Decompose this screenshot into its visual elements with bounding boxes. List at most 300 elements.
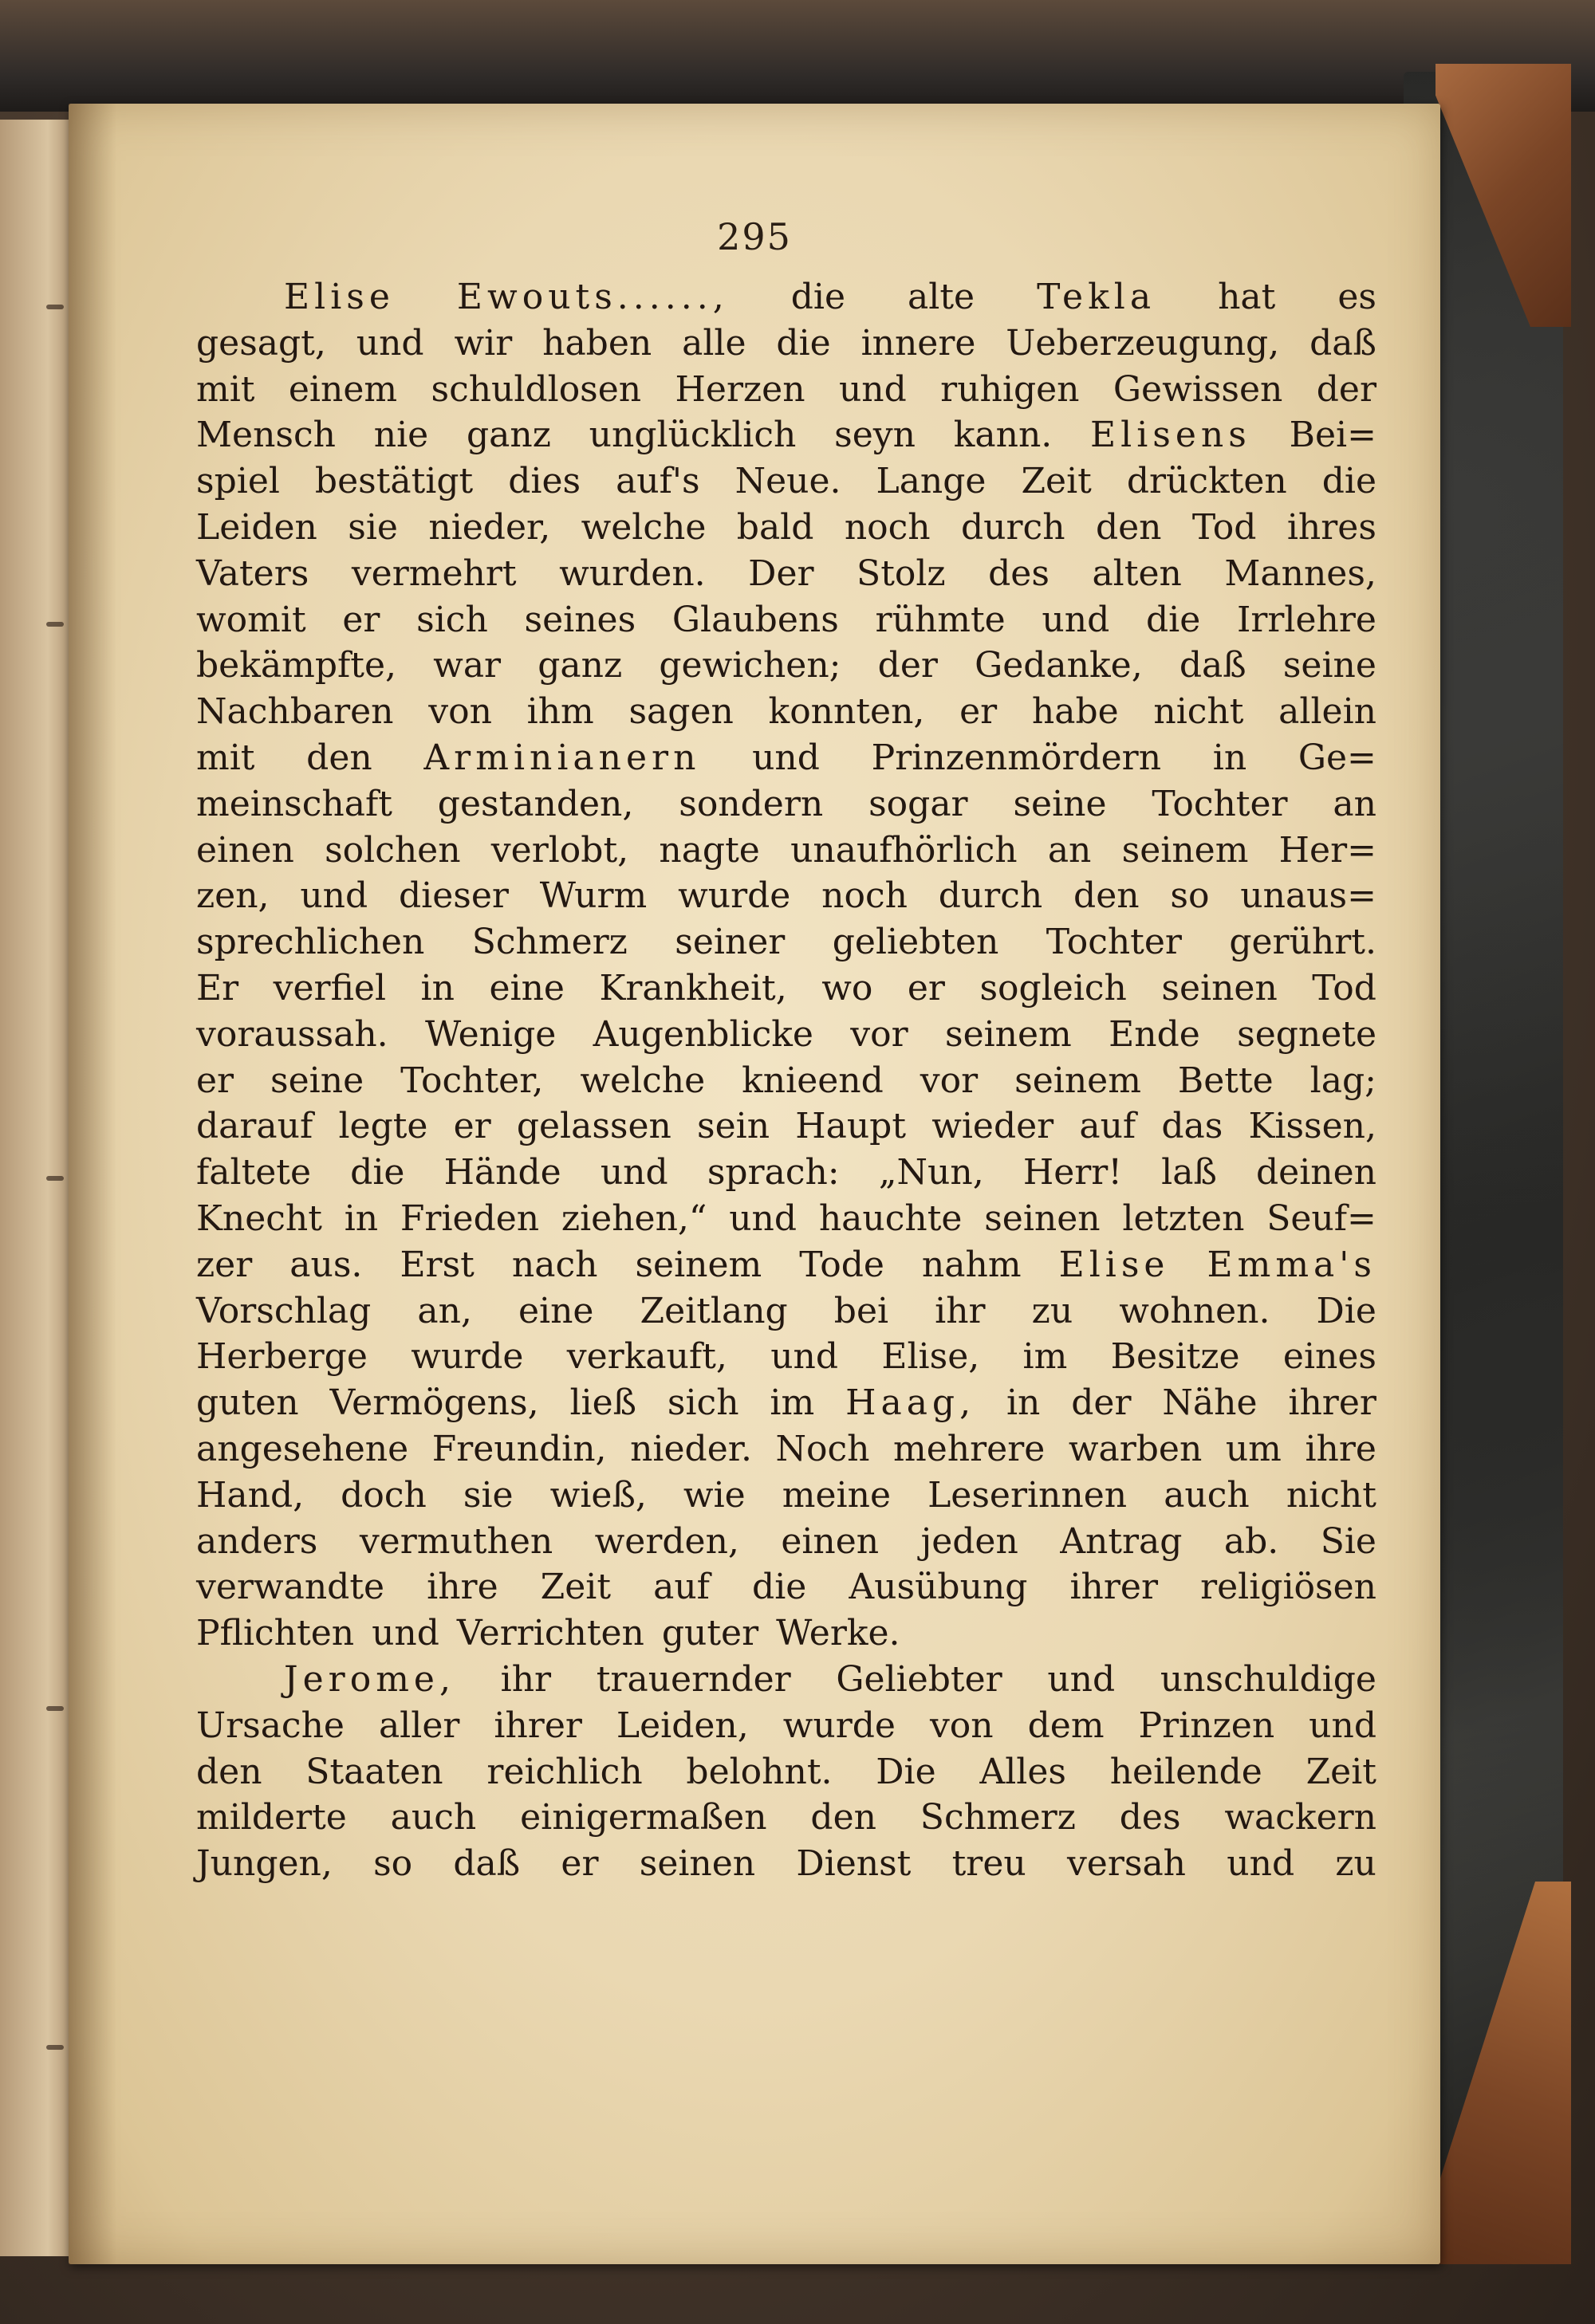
text-line bbox=[196, 1242, 1376, 1288]
word: doch bbox=[341, 1474, 427, 1516]
text-line bbox=[196, 505, 1376, 551]
word: ganz bbox=[538, 645, 623, 686]
word: zu bbox=[1335, 1843, 1376, 1885]
word: Die bbox=[876, 1751, 936, 1792]
word: Elise, bbox=[881, 1336, 980, 1378]
word: von bbox=[428, 691, 492, 733]
word: allein bbox=[1278, 691, 1376, 733]
word: alle bbox=[682, 322, 746, 364]
word: mit bbox=[196, 737, 255, 778]
word: bekämpfte, bbox=[196, 645, 396, 686]
word: auf bbox=[653, 1567, 710, 1608]
word: vor bbox=[850, 1013, 908, 1055]
word: Zeitlang bbox=[640, 1290, 788, 1331]
word: Verrichten bbox=[456, 1613, 644, 1654]
word: warben bbox=[1068, 1428, 1203, 1469]
word: an bbox=[1333, 783, 1376, 824]
word: seinem bbox=[944, 1013, 1072, 1055]
word: einen bbox=[196, 829, 294, 871]
word: Krankheit, bbox=[599, 967, 787, 1009]
word: seine bbox=[270, 1060, 364, 1101]
word: dies bbox=[508, 461, 581, 502]
word: er bbox=[453, 1106, 491, 1147]
word: wo bbox=[821, 967, 873, 1009]
margin-mark bbox=[46, 305, 64, 309]
word: Ewouts......, bbox=[456, 277, 729, 317]
word: und bbox=[838, 368, 907, 410]
word: Schmerz bbox=[471, 922, 628, 963]
word: Frieden bbox=[400, 1197, 540, 1239]
word: ihrer bbox=[1069, 1567, 1158, 1608]
word: und bbox=[600, 1152, 668, 1193]
word: ließ bbox=[569, 1382, 637, 1424]
word: Prinzenmördern bbox=[871, 737, 1162, 778]
word: Freundin, bbox=[431, 1428, 607, 1469]
word: nicht bbox=[1286, 1474, 1376, 1516]
word: durch bbox=[961, 506, 1065, 548]
word: einigermaßen bbox=[520, 1797, 767, 1838]
word: er bbox=[342, 599, 380, 640]
word: er bbox=[907, 967, 945, 1009]
text-line bbox=[196, 597, 1376, 643]
text-line bbox=[196, 1334, 1376, 1380]
word: und bbox=[372, 1613, 439, 1654]
word: bald bbox=[736, 506, 814, 548]
word: seyn bbox=[834, 415, 916, 456]
word: anders bbox=[196, 1520, 318, 1562]
word: seinen bbox=[1161, 967, 1278, 1009]
text-line bbox=[196, 643, 1376, 689]
word: in bbox=[1212, 737, 1247, 778]
word: ruhigen bbox=[940, 368, 1080, 410]
word: im bbox=[770, 1382, 815, 1424]
word: seinem bbox=[635, 1244, 762, 1285]
word: wackern bbox=[1224, 1797, 1376, 1838]
word: das bbox=[1161, 1106, 1223, 1147]
word: seiner bbox=[675, 922, 786, 963]
word: seinem bbox=[1121, 829, 1249, 871]
text-line bbox=[196, 274, 1376, 320]
text-line bbox=[196, 919, 1376, 965]
word: Ueberzeugung, bbox=[1006, 322, 1280, 364]
word: wir bbox=[454, 322, 513, 364]
word: sprach: bbox=[707, 1152, 840, 1193]
word: nagte bbox=[659, 829, 760, 871]
text-line bbox=[196, 1657, 1376, 1703]
word: Erst bbox=[400, 1244, 475, 1285]
word: Emma's bbox=[1207, 1244, 1376, 1285]
word: den bbox=[306, 737, 372, 778]
word: Elisens bbox=[1090, 415, 1251, 456]
word: werden, bbox=[594, 1520, 739, 1562]
word: innere bbox=[861, 322, 976, 364]
word: spiel bbox=[196, 461, 280, 502]
word: dieser bbox=[398, 875, 509, 917]
word: knieend bbox=[742, 1060, 884, 1101]
word: Tochter, bbox=[400, 1060, 544, 1101]
word: alten bbox=[1092, 552, 1182, 594]
word: konnten, bbox=[768, 691, 925, 733]
word: Glaubens bbox=[671, 599, 839, 640]
text-line bbox=[196, 367, 1376, 413]
word: die bbox=[1145, 599, 1201, 640]
word: zen, bbox=[196, 875, 270, 917]
word: und bbox=[1042, 599, 1110, 640]
word: durch bbox=[938, 875, 1043, 917]
word: seines bbox=[524, 599, 636, 640]
word: der bbox=[877, 645, 938, 686]
word: nahm bbox=[921, 1244, 1022, 1285]
word: Sie bbox=[1320, 1520, 1376, 1562]
word: Jerome, bbox=[284, 1658, 455, 1700]
word: die bbox=[776, 322, 831, 364]
word: Arminianern bbox=[423, 737, 701, 778]
word: Vorschlag bbox=[196, 1290, 372, 1331]
word: Der bbox=[748, 552, 814, 594]
word: Tekla bbox=[1037, 277, 1156, 317]
word: unglücklich bbox=[589, 415, 797, 456]
word: seinem bbox=[1014, 1060, 1141, 1101]
word: Vermögens, bbox=[329, 1382, 539, 1424]
word: er bbox=[561, 1843, 599, 1885]
word: sondern bbox=[679, 783, 824, 824]
word: Kissen, bbox=[1248, 1106, 1376, 1147]
word: nieder. bbox=[630, 1428, 752, 1469]
word: Haag, bbox=[845, 1382, 976, 1424]
word: ihr bbox=[500, 1658, 552, 1700]
word: Irrlehre bbox=[1236, 599, 1376, 640]
word: Nachbaren bbox=[196, 691, 394, 733]
word: Noch bbox=[775, 1428, 870, 1469]
text-line bbox=[196, 1196, 1376, 1242]
word: wie bbox=[683, 1474, 746, 1516]
word: so bbox=[373, 1843, 413, 1885]
word: Herzen bbox=[675, 368, 805, 410]
word: nieder, bbox=[428, 506, 551, 548]
word: Leiden bbox=[196, 506, 317, 548]
word: ihm bbox=[526, 691, 594, 733]
word: auch bbox=[390, 1797, 477, 1838]
word: Her= bbox=[1278, 829, 1376, 871]
word: reichlich bbox=[486, 1751, 643, 1792]
word: wurden. bbox=[559, 552, 706, 594]
word: Werke. bbox=[776, 1613, 900, 1654]
word: jeden bbox=[920, 1520, 1018, 1562]
word: Pflichten bbox=[196, 1613, 355, 1654]
word: Wenige bbox=[425, 1013, 557, 1055]
word: der bbox=[1316, 368, 1376, 410]
word: drückten bbox=[1126, 461, 1287, 502]
word: sprechlichen bbox=[196, 922, 425, 963]
word: schuldlosen bbox=[431, 368, 642, 410]
word: ziehen,“ bbox=[561, 1197, 707, 1239]
text-line bbox=[196, 1703, 1376, 1749]
text-line bbox=[196, 781, 1376, 828]
word: wieß, bbox=[549, 1474, 647, 1516]
word: habe bbox=[1031, 691, 1119, 733]
word: Schmerz bbox=[920, 1797, 1076, 1838]
text-line bbox=[196, 828, 1376, 874]
word: Hände bbox=[443, 1152, 561, 1193]
text-line bbox=[196, 1150, 1376, 1196]
word: den bbox=[196, 1751, 262, 1792]
word: solchen bbox=[325, 829, 461, 871]
word: verwandte bbox=[196, 1567, 385, 1608]
word: nie bbox=[373, 415, 429, 456]
word: darauf bbox=[196, 1106, 313, 1147]
word: und bbox=[1309, 1705, 1376, 1746]
text-line bbox=[196, 1564, 1376, 1610]
word: mehrere bbox=[893, 1428, 1046, 1469]
word: Tode bbox=[799, 1244, 884, 1285]
word: Augenblicke bbox=[593, 1013, 813, 1055]
word: segnete bbox=[1237, 1013, 1376, 1055]
word: Zeit bbox=[1306, 1751, 1376, 1792]
margin-mark bbox=[46, 622, 64, 627]
word: belohnt. bbox=[686, 1751, 833, 1792]
word: die bbox=[350, 1152, 405, 1193]
word: Besitze bbox=[1110, 1336, 1240, 1378]
text-line bbox=[196, 1103, 1376, 1150]
text-line bbox=[196, 412, 1376, 458]
word: gewichen; bbox=[659, 645, 841, 686]
word: hauchte bbox=[818, 1197, 963, 1239]
word: eine bbox=[518, 1290, 594, 1331]
text-line bbox=[196, 1473, 1376, 1519]
word: die bbox=[790, 277, 846, 317]
word: unaus= bbox=[1240, 875, 1376, 917]
word: Lange bbox=[876, 461, 987, 502]
word: rühmte bbox=[875, 599, 1006, 640]
word: sie bbox=[348, 506, 398, 548]
word: und bbox=[752, 737, 820, 778]
word: Staaten bbox=[305, 1751, 443, 1792]
word: und bbox=[356, 322, 424, 364]
word: ihr bbox=[935, 1290, 986, 1331]
word: gestanden, bbox=[437, 783, 634, 824]
word: Tod bbox=[1312, 967, 1376, 1009]
word: heilende bbox=[1109, 1751, 1262, 1792]
word: des bbox=[1119, 1797, 1181, 1838]
word: in bbox=[420, 967, 455, 1009]
word: faltete bbox=[196, 1152, 312, 1193]
book-edge-top bbox=[0, 0, 1595, 112]
word: Haupt bbox=[795, 1106, 907, 1147]
word: an, bbox=[417, 1290, 472, 1331]
word: trauernder bbox=[596, 1658, 791, 1700]
word: laß bbox=[1161, 1152, 1217, 1193]
word: Antrag bbox=[1060, 1520, 1183, 1562]
word: verkauft, bbox=[566, 1336, 727, 1378]
word: sogar bbox=[868, 783, 968, 824]
word: einen bbox=[781, 1520, 880, 1562]
word: eine bbox=[489, 967, 565, 1009]
word: so bbox=[1170, 875, 1210, 917]
word: gerührt. bbox=[1229, 922, 1376, 963]
word: des bbox=[988, 552, 1050, 594]
word: Mensch bbox=[196, 415, 336, 456]
word: ihrer bbox=[494, 1705, 582, 1746]
word: verlobt, bbox=[490, 829, 629, 871]
word: „Nun, bbox=[878, 1152, 984, 1193]
margin-mark bbox=[46, 1706, 64, 1711]
word: nach bbox=[511, 1244, 598, 1285]
word: religiösen bbox=[1200, 1567, 1376, 1608]
word: von bbox=[929, 1705, 994, 1746]
word: lag; bbox=[1309, 1060, 1376, 1101]
word: sie bbox=[463, 1474, 514, 1516]
word: Er bbox=[196, 967, 239, 1009]
text-line bbox=[196, 873, 1376, 919]
word: nicht bbox=[1153, 691, 1244, 733]
word: er bbox=[959, 691, 998, 733]
margin-mark bbox=[46, 2045, 64, 2050]
word: Zeit bbox=[540, 1567, 612, 1608]
text-line bbox=[196, 1380, 1376, 1426]
word: bei bbox=[833, 1290, 889, 1331]
word: Wurm bbox=[539, 875, 648, 917]
word: ihres bbox=[1286, 506, 1376, 548]
word: aus. bbox=[289, 1244, 363, 1285]
word: Ursache bbox=[196, 1705, 345, 1746]
word: um bbox=[1225, 1428, 1282, 1469]
word: milderte bbox=[196, 1797, 347, 1838]
word: Alles bbox=[979, 1751, 1066, 1792]
word: meinschaft bbox=[196, 783, 392, 824]
word: auf bbox=[1079, 1106, 1136, 1147]
text-line bbox=[196, 689, 1376, 735]
word: Neue. bbox=[734, 461, 841, 502]
word: Vaters bbox=[196, 552, 309, 594]
word: auch bbox=[1164, 1474, 1250, 1516]
word: zu bbox=[1031, 1290, 1073, 1331]
text-line bbox=[196, 1519, 1376, 1565]
word: sich bbox=[416, 599, 488, 640]
word: und bbox=[729, 1197, 798, 1239]
text-line bbox=[196, 1749, 1376, 1795]
word: kann. bbox=[953, 415, 1053, 456]
facing-page-edge bbox=[0, 120, 80, 2256]
word: Die bbox=[1316, 1290, 1376, 1331]
word: welche bbox=[580, 1060, 706, 1101]
word: seinen bbox=[639, 1843, 756, 1885]
text-line bbox=[196, 1795, 1376, 1841]
word: Leserinnen bbox=[927, 1474, 1128, 1516]
word: sogleich bbox=[979, 967, 1127, 1009]
word: wieder bbox=[931, 1106, 1054, 1147]
word: den bbox=[810, 1797, 876, 1838]
word: wurde bbox=[678, 875, 791, 917]
word: es bbox=[1337, 277, 1376, 317]
word: Tochter bbox=[1046, 922, 1182, 963]
word: und bbox=[300, 875, 368, 917]
word: Leiden, bbox=[616, 1705, 749, 1746]
word: Tod bbox=[1191, 506, 1257, 548]
word: aller bbox=[378, 1705, 460, 1746]
word: treu bbox=[951, 1843, 1026, 1885]
word: in bbox=[344, 1197, 379, 1239]
word: Zeit bbox=[1021, 461, 1092, 502]
text-line bbox=[196, 965, 1376, 1012]
word: eines bbox=[1282, 1336, 1376, 1378]
word: bestätigt bbox=[314, 461, 474, 502]
word: legte bbox=[338, 1106, 428, 1147]
word: und bbox=[1227, 1843, 1295, 1885]
word: gesagt, bbox=[196, 322, 326, 364]
word: Stolz bbox=[857, 552, 946, 594]
word: den bbox=[1095, 506, 1162, 548]
word: Mannes, bbox=[1224, 552, 1376, 594]
word: Tochter bbox=[1152, 783, 1288, 824]
word: guter bbox=[661, 1613, 759, 1654]
text-line bbox=[196, 1012, 1376, 1058]
word: Jungen, bbox=[196, 1843, 333, 1885]
word: daß bbox=[1179, 645, 1246, 686]
text-line bbox=[196, 551, 1376, 597]
text-line bbox=[196, 1288, 1376, 1335]
word: Herberge bbox=[196, 1336, 368, 1378]
word: haben bbox=[542, 322, 652, 364]
word: deinen bbox=[1255, 1152, 1376, 1193]
word: im bbox=[1022, 1336, 1068, 1378]
word: ab. bbox=[1223, 1520, 1279, 1562]
text-line bbox=[196, 1426, 1376, 1473]
word: er bbox=[196, 1060, 234, 1101]
word: Prinzen bbox=[1138, 1705, 1275, 1746]
word: den bbox=[1073, 875, 1140, 917]
word: Herr! bbox=[1022, 1152, 1123, 1193]
word: einem bbox=[288, 368, 398, 410]
word: Knecht bbox=[196, 1197, 322, 1239]
word: alte bbox=[908, 277, 975, 317]
text-line bbox=[196, 320, 1376, 367]
word: daß bbox=[1309, 322, 1376, 364]
text-line bbox=[196, 735, 1376, 781]
word: noch bbox=[844, 506, 931, 548]
word: wohnen. bbox=[1119, 1290, 1270, 1331]
word: daß bbox=[453, 1843, 521, 1885]
word: auf's bbox=[616, 461, 700, 502]
word: noch bbox=[821, 875, 908, 917]
text-line bbox=[196, 458, 1376, 505]
word: hat bbox=[1218, 277, 1276, 317]
word: Ende bbox=[1109, 1013, 1200, 1055]
word: voraussah. bbox=[196, 1013, 388, 1055]
word: versah bbox=[1066, 1843, 1187, 1885]
word: zer bbox=[196, 1244, 253, 1285]
word: geliebten bbox=[832, 922, 999, 963]
word: seine bbox=[1013, 783, 1107, 824]
page-number: 295 bbox=[717, 215, 792, 258]
word: Seuf= bbox=[1266, 1197, 1376, 1239]
word: vermehrt bbox=[351, 552, 517, 594]
word: vor bbox=[920, 1060, 979, 1101]
word: Nähe bbox=[1162, 1382, 1258, 1424]
word: die bbox=[752, 1567, 807, 1608]
word: Bei= bbox=[1289, 415, 1376, 456]
word: seinen bbox=[984, 1197, 1101, 1239]
word: Gedanke, bbox=[975, 645, 1143, 686]
word: guten bbox=[196, 1382, 299, 1424]
word: dem bbox=[1027, 1705, 1105, 1746]
word: angesehene bbox=[196, 1428, 409, 1469]
word: wurde bbox=[411, 1336, 524, 1378]
word: ganz bbox=[466, 415, 551, 456]
word: womit bbox=[196, 599, 306, 640]
word: wurde bbox=[782, 1705, 896, 1746]
word: Geliebter bbox=[836, 1658, 1002, 1700]
word: vermuthen bbox=[359, 1520, 553, 1562]
